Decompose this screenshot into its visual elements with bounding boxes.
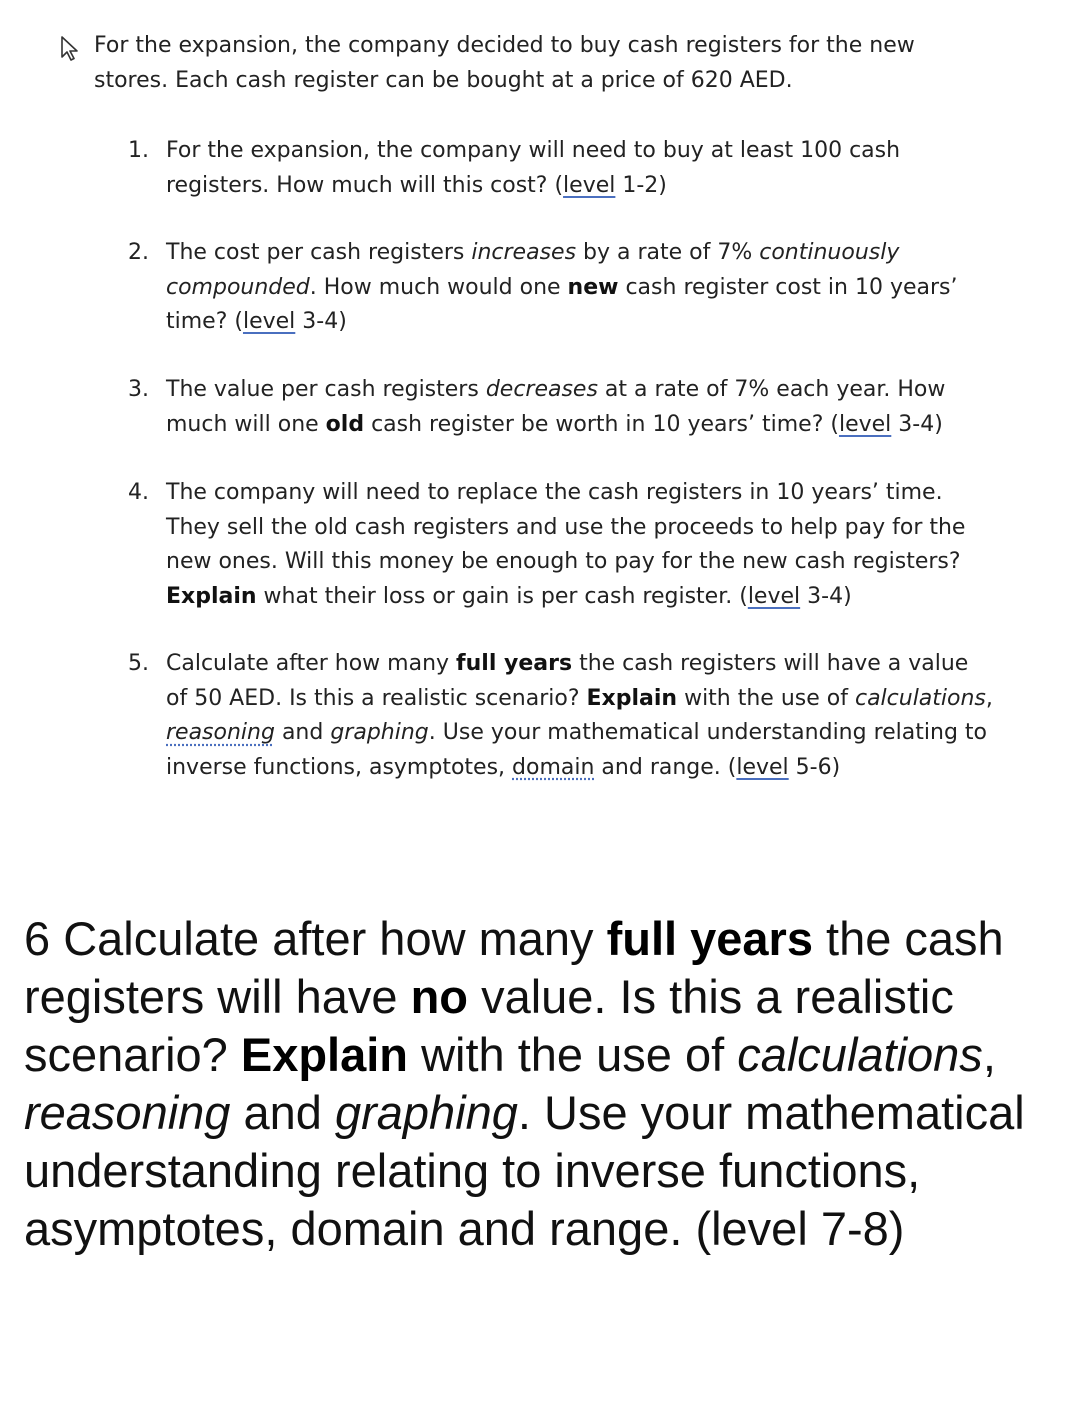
question-text <box>166 373 996 442</box>
text-run: 3-4) <box>295 309 347 334</box>
dotted-text: domain <box>512 754 595 780</box>
text-run: The company will need to replace the cash registers in 10 years’ time. They sell the old cash registers and use the proceeds to help pay for the new ones. Will this money be enough to pay for the new cash registers? <box>166 480 966 574</box>
question-number: 4. <box>128 480 149 505</box>
bold-text: no <box>410 970 469 1023</box>
text-run: 6 Calculate after how many <box>24 912 607 965</box>
text-run: . Use your mathematical understanding relating to inverse functions, asymptotes, domain and range. (level 7-8) <box>24 1086 1025 1255</box>
level-link: level <box>747 583 801 609</box>
text-run: Calculate after how many <box>166 651 457 676</box>
text-run: 3-4) <box>891 411 943 437</box>
question-text <box>166 647 996 785</box>
text-run: and <box>274 720 331 745</box>
question-number: 5. <box>128 651 149 676</box>
bold-text: Explain <box>166 583 257 609</box>
bold-text: Explain <box>240 1028 409 1081</box>
text-run: 1-2) <box>615 172 667 198</box>
intro-paragraph <box>60 29 1020 93</box>
text-run: cash register be worth in 10 years’ time? ( <box>364 411 839 437</box>
italic-text: reasoning <box>166 720 275 745</box>
level-link: level <box>838 411 892 437</box>
text-run: . Use your mathematical understanding relating to inverse functions, asymptotes, <box>166 720 987 780</box>
italic-text: graphing <box>330 720 429 745</box>
question-6 <box>24 910 1064 1258</box>
question-number: 2. <box>128 240 149 265</box>
bold-text: Explain <box>586 685 678 711</box>
text-run: , <box>985 685 993 711</box>
italic-text: calculations <box>854 685 986 711</box>
level-link: level <box>242 309 296 334</box>
text-run: the cash registers will have <box>24 912 1004 1023</box>
text-run: The value per cash registers <box>166 377 486 402</box>
bold-text: full years <box>606 912 813 965</box>
text-run: The cost per cash registers <box>166 240 472 265</box>
bold-text: new <box>567 274 619 300</box>
text-run: value. Is this a realistic scenario? <box>24 970 954 1081</box>
italic-text: calculations <box>737 1028 983 1081</box>
text-run: . How much would one <box>309 274 568 300</box>
text-run: , <box>982 1028 996 1081</box>
level-link: level <box>563 172 616 198</box>
italic-text: graphing <box>334 1086 518 1139</box>
text-run: cash register cost in 10 years’ time? ( <box>166 274 958 334</box>
level-link: level <box>736 754 789 780</box>
mouse-pointer-icon <box>60 29 94 61</box>
italic-text: continuously compounded <box>166 240 900 300</box>
text-run: with the use of <box>408 1028 738 1081</box>
text-run: and range. ( <box>594 754 737 780</box>
text-run: the cash registers will have a value of 50 AED. Is this a realistic scenario? <box>166 651 969 711</box>
intro-text: For the expansion, the company decided to buy cash registers for the new stores. Each cash register can be bought at a price of 620 AED. <box>94 33 915 93</box>
text-run: 3-4) <box>800 583 852 609</box>
bold-text: old <box>325 411 365 437</box>
question-text <box>166 134 996 203</box>
bold-text: full years <box>456 651 573 676</box>
text-run: at a rate of 7% each year. How much will one <box>166 377 946 437</box>
question-number: 3. <box>128 377 149 402</box>
italic-text: reasoning <box>24 1086 231 1139</box>
text-run: with the use of <box>677 685 855 711</box>
text-run: by a rate of 7% <box>576 240 760 265</box>
text-run: what their loss or gain is per cash register. ( <box>256 583 748 609</box>
question-text <box>166 236 996 340</box>
italic-text: increases <box>471 240 577 265</box>
text-run: For the expansion, the company will need to buy at least 100 cash registers. How much will this cost? ( <box>166 138 901 198</box>
question-text <box>166 476 996 614</box>
text-run: and <box>230 1086 335 1139</box>
question-number: 1. <box>128 138 149 163</box>
text-run: 5-6) <box>788 754 841 780</box>
italic-text: decreases <box>485 377 598 402</box>
